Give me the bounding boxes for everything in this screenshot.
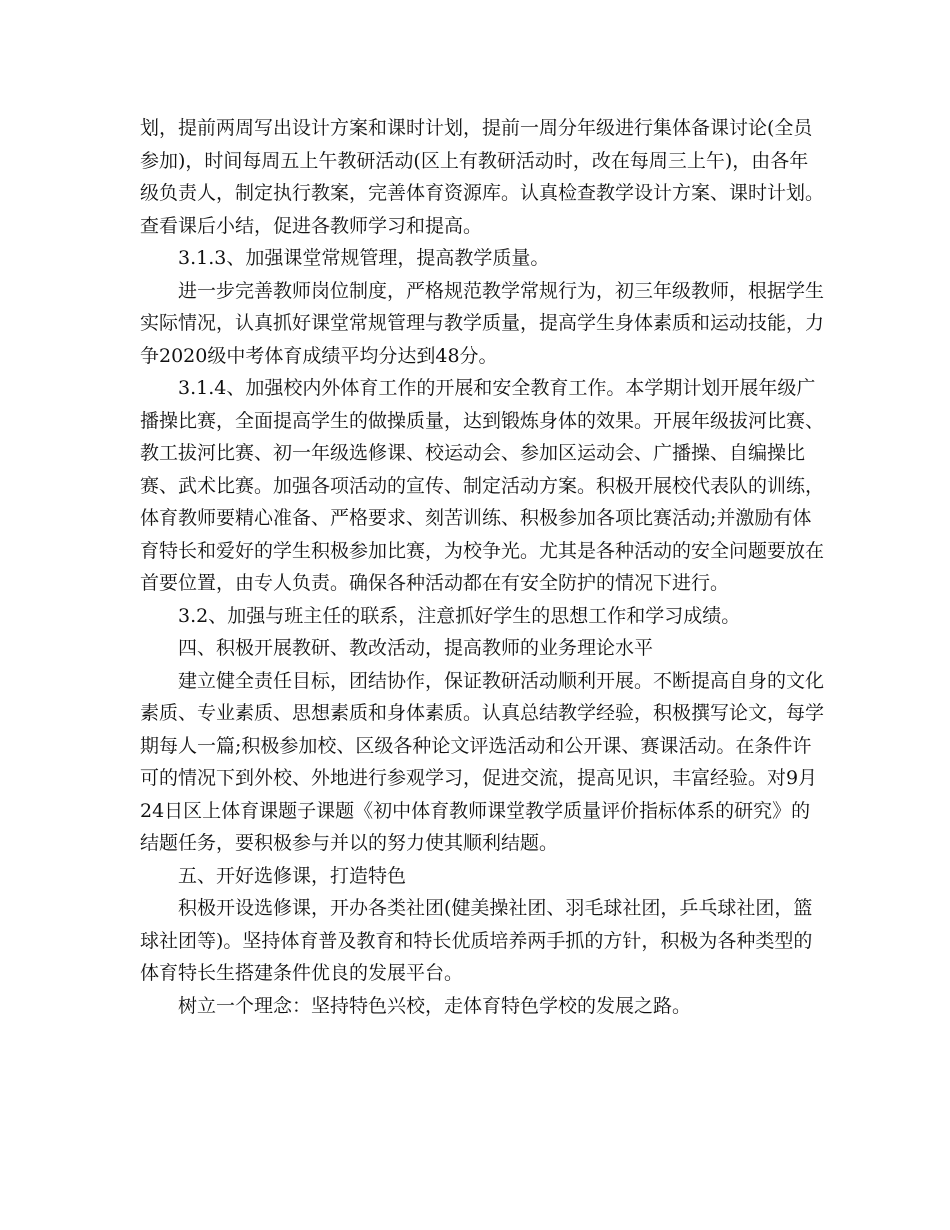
paragraph: 树立一个理念：坚持特色兴校，走体育特色学校的发展之路。 [178, 994, 692, 1017]
document-body [140, 112, 825, 1022]
section-heading-5: 五、开好选修课，打造特色 [178, 864, 407, 887]
paragraph: 进一步完善教师岗位制度，严格规范教学常规行为，初三年级教师，根据学生实际情况，认真抓好课堂常规管理与教学质量，提高学生身体素质和运动技能，力争2020级中考体育成绩平均分达到48分。 [140, 279, 825, 367]
paragraph: 建立健全责任目标，团结协作，保证教研活动顺利开展。不断提高自身的文化素质、专业素质、思想素质和身体素质。认真总结教学经验，积极撰写论文，每学期每人一篇;积极参加校、区级各种论文评选活动和公开课、赛课活动。在条件许可的情况下到外校、外地进行参观学习，促进交流，提高见识，丰富经验。对9月24日区上体育课题子课题《初中体育教师课堂教学质量评价指标体系的研究》的结题任务，要积极参与并以的努力使其顺利结题。 [140, 669, 825, 854]
section-heading-3-1-3: 3.1.3、加强课堂常规管理，提高教学质量。 [178, 247, 550, 269]
paragraph: 积极开设选修课，开办各类社团(健美操社团、羽毛球社团，乒乓球社团，篮球社团等)。坚持体育普及教育和特长优质培养两手抓的方针，积极为各种类型的体育特长生搭建条件优良的发展平台。 [140, 897, 813, 984]
paragraph-3-1-4: 3.1.4、加强校内外体育工作的开展和安全教育工作。本学期计划开展年级广播操比赛，全面提高学生的做操质量，达到锻炼身体的效果。开展年级拔河比赛、教工拔河比赛、初一年级选修课、校运动会、参加区运动会、广播操、自编操比赛、武术比赛。加强各项活动的宣传、制定活动方案。积极开展校代表队的训练，体育教师要精心准备、严格要求、刻苦训练、积极参加各项比赛活动;并激励有体育特长和爱好的学生积极参加比赛，为校争光。尤其是各种活动的安全问题要放在首要位置，由专人负责。确保各种活动都在有安全防护的情况下进行。 [140, 377, 825, 594]
section-heading-4: 四、积极开展教研、教改活动，提高教师的业务理论水平 [178, 637, 654, 659]
section-heading-3-2: 3.2、加强与班主任的联系，注意抓好学生的思想工作和学习成绩。 [178, 604, 741, 627]
paragraph-continuation: 划，提前两周写出设计方案和课时计划，提前一周分年级进行集体备课讨论(全员参加)，时间每周五上午教研活动(区上有教研活动时，改在每周三上午)，由各年级负责人，制定执行教案，完善体育资源库。认真检查教学设计方案、课时计划。查看课后小结，促进各教师学习和提高。 [140, 117, 825, 237]
